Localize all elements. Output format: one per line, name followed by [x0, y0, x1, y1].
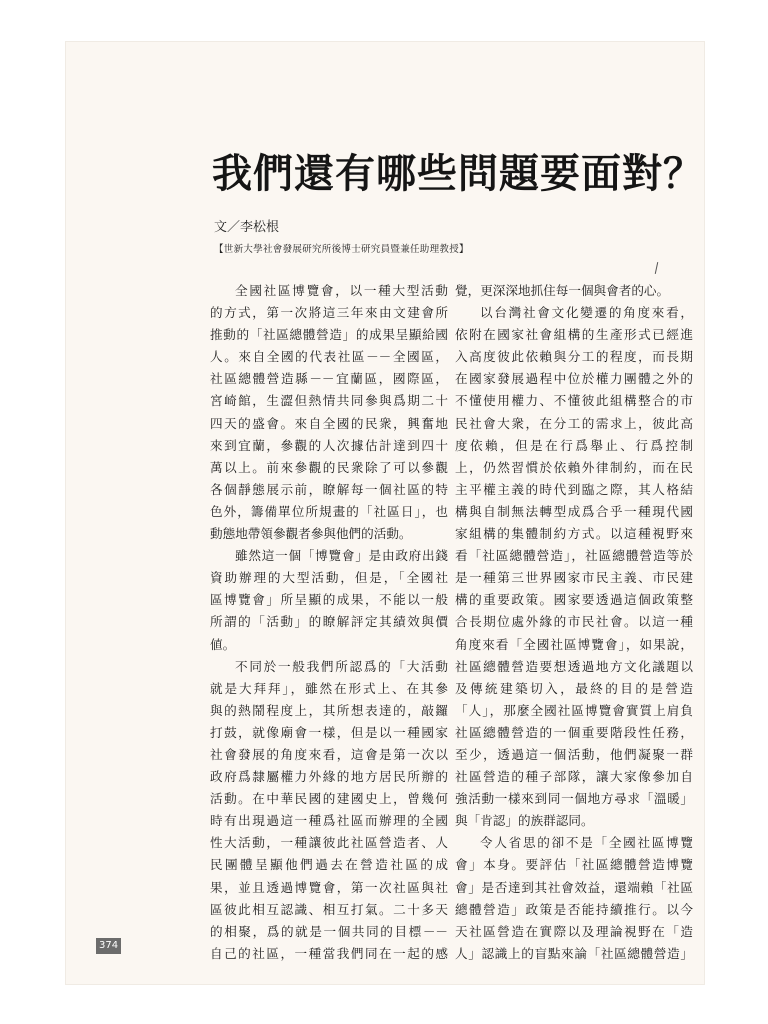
- body-text-line: 就是大拜拜」，雖然在形式上、在其參: [210, 680, 448, 696]
- body-text-line: 令人省思的卻不是「全國社區博覽: [480, 835, 693, 851]
- body-text-line: 所謂的「活動」的瞭解評定其績效與價: [210, 614, 448, 630]
- body-text-line: 不同於一般我們所認爲的「大活動: [235, 658, 448, 674]
- body-text-line: 民社會大衆，在分工的需求上，彼此高: [455, 415, 693, 431]
- body-text-line: 看「社區總體營造」，社區總體營造等於: [455, 548, 693, 564]
- body-text-line: 的相聚，爲的就是一個共同的目標－－: [210, 923, 448, 939]
- body-text-line: 與「肯認」的族群認同。: [455, 813, 594, 829]
- body-text-line: 民團體呈顯他們過去在營造社區的成: [210, 857, 448, 873]
- body-text-line: 及傳統建築切入，最終的目的是營造: [455, 680, 693, 696]
- page-number: 374: [96, 938, 121, 954]
- body-text-line: 全國社區博覽會，以一種大型活動: [235, 283, 448, 298]
- body-text-line: 社區總體營造要想透過地方文化議題以: [455, 658, 693, 674]
- body-text-line: 推動的「社區總體營造」的成果呈顯給國: [210, 327, 448, 343]
- body-text-line: 天社區營造在實際以及理論視野在「造: [455, 923, 693, 939]
- body-text-line: 構與自制無法轉型成爲合乎一種現代國: [455, 503, 693, 519]
- body-text-line: 總體營造」政策是否能持續推行。以今: [455, 901, 693, 917]
- body-text-line: 來到宜蘭，參觀的人次據估計達到四十: [210, 437, 448, 453]
- body-text-line: 與的熱鬧程度上，其所想表達的，敲鑼: [210, 702, 448, 718]
- body-text-line: 會」本身。要評估「社區總體營造博覽: [455, 857, 693, 873]
- body-text-line: 「人」，那麼全國社區博覽會實質上肩負: [455, 702, 693, 718]
- body-text-line: 強活動一樣來到同一個地方尋求「溫暖」: [455, 791, 693, 807]
- body-text-line: 以台灣社會文化變遷的角度來看，: [480, 305, 693, 321]
- body-text-line: 動態地帶領參觀者參與他們的活動。: [210, 526, 412, 542]
- body-text-line: 雖然這一個「博覽會」是由政府出錢: [235, 548, 448, 564]
- body-text-line: 至少，透過這一個活動，他們凝聚一群: [455, 746, 693, 762]
- body-text-line: 色外，籌備單位所規畫的「社區日」，也: [210, 503, 448, 519]
- body-text-line: 社區總體營造縣－－宜蘭區，國際區，: [210, 371, 448, 387]
- body-text-line: 資助辦理的大型活動，但是，「全國社: [210, 570, 448, 586]
- body-text-line: 度依賴，但是在行爲舉止、行爲控制: [455, 437, 693, 453]
- body-text-line: 主平權主義的時代到臨之際，其人格結: [455, 481, 693, 497]
- body-text-line: 社區營造的種子部隊，讓大家像參加自: [455, 769, 693, 785]
- body-text-line: 區彼此相互認識、相互打氣。二十多天: [210, 901, 448, 917]
- body-text-line: 打鼓，就像廟會一樣，但是以一種國家: [210, 724, 448, 740]
- body-text-line: 萬以上。前來參觀的民衆除了可以參觀: [210, 459, 448, 475]
- body-text-line: 人。來自全國的代表社區－－全國區，: [210, 349, 448, 365]
- body-text-line: 家組構的集體制約方式。以這種視野來: [455, 526, 693, 542]
- body-text-line: 不懂使用權力、不懂彼此組構整合的市: [455, 393, 693, 409]
- body-text-line: 果，並且透過博覽會，第一次社區與社: [210, 879, 448, 895]
- body-text-line: 入高度彼此依賴與分工的程度，而長期: [455, 349, 693, 365]
- body-text-line: 値。: [210, 636, 236, 652]
- body-text-line: 活動。在中華民國的建國史上，曾幾何: [210, 791, 448, 807]
- author-affiliation: 【世新大學社會發展研究所後博士研究員暨兼任助理教授】: [214, 244, 469, 255]
- author-line: 文／李松根: [214, 220, 280, 235]
- body-text-line: 的方式，第一次將這三年來由文建會所: [210, 305, 448, 321]
- body-text-line: 宮崎館，生澀但熱情共同參與爲期二十: [210, 393, 448, 409]
- body-text-line: 政府爲隸屬權力外緣的地方居民所辦的: [210, 769, 448, 785]
- body-text-line: 自己的社區，一種當我們同在一起的感: [210, 945, 448, 961]
- article-title: 我們還有哪些問題要面對？: [212, 151, 704, 197]
- body-text-line: 人」認識上的盲點來論「社區總體營造」: [455, 945, 693, 961]
- body-text-line: 構的重要政策。國家要透過這個政策整: [455, 592, 693, 608]
- body-text-line: 上，仍然習慣於依賴外律制約，而在民: [455, 459, 693, 475]
- body-text-line: 時有出現過這一種爲社區而辦理的全國: [210, 813, 448, 829]
- body-text-line: 性大活動，一種讓彼此社區營造者、人: [210, 835, 448, 851]
- text-column-left: [210, 280, 448, 965]
- body-text-line: 區博覽會」所呈顯的成果，不能以一般: [210, 592, 448, 608]
- body-text-line: 社區總體營造的一個重要階段性任務，: [455, 724, 693, 740]
- text-column-right: [455, 280, 693, 965]
- body-text-line: 覺，更深深地抓住每一個與會者的心。: [455, 283, 670, 298]
- body-text-line: 合長期位處外緣的市民社會。以這一種: [455, 614, 693, 630]
- body-text-line: 依附在國家社會組構的生產形式已經進: [455, 327, 693, 343]
- body-text-line: 會」是否達到其社會效益，還端賴「社區: [455, 879, 693, 895]
- body-text-line: 四天的盛會。來自全國的民衆，興奮地: [210, 415, 448, 431]
- body-text-line: 角度來看「全國社區博覽會」，如果說，: [455, 636, 693, 652]
- body-text-line: 在國家發展過程中位於權力團體之外的: [455, 371, 693, 387]
- body-text-line: 各個靜態展示前，瞭解每一個社區的特: [210, 481, 448, 497]
- body-text-line: 社會發展的角度來看，這會是第一次以: [210, 746, 448, 762]
- body-text-line: 是一種第三世界國家市民主義、市民建: [455, 570, 693, 586]
